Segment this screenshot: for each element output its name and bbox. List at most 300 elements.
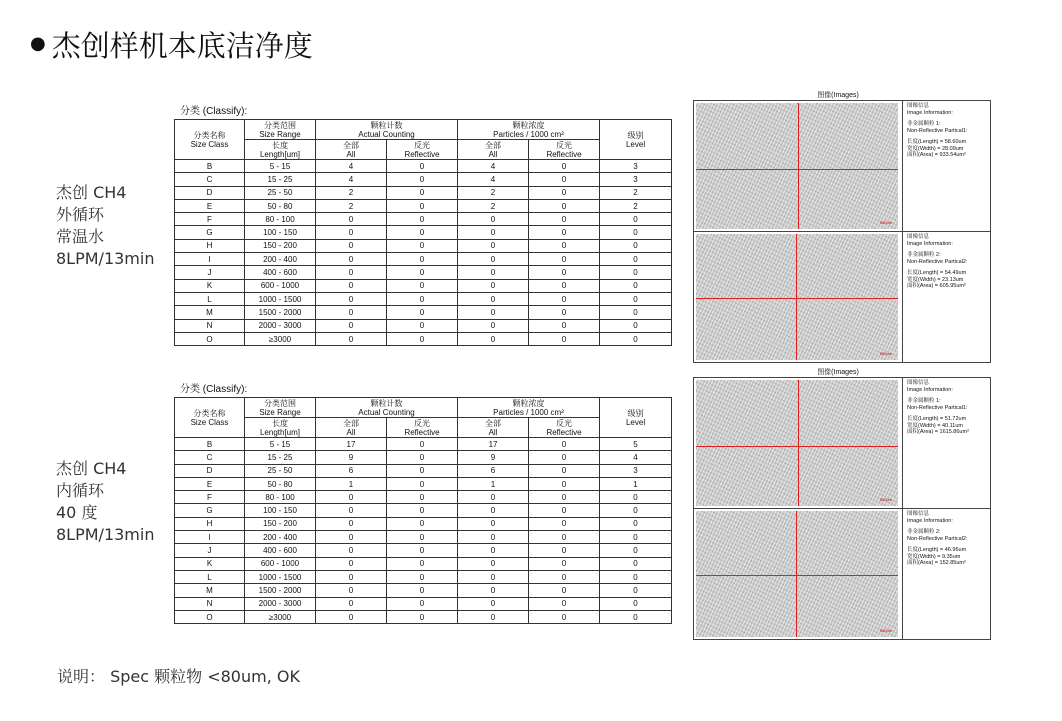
- table-cell: 0: [529, 504, 600, 517]
- table-cell: 0: [529, 213, 600, 226]
- table-cell: 0: [316, 226, 387, 239]
- table-row: [175, 226, 672, 239]
- info-line: 宽度(Width) = 9.35um: [907, 553, 961, 560]
- table-row: [175, 266, 672, 279]
- table-cell: 0: [316, 266, 387, 279]
- header-particles-all: 全部 All: [458, 418, 529, 438]
- table-cell: 0: [529, 226, 600, 239]
- table-row: [175, 160, 672, 173]
- table-cell: 150 - 200: [245, 517, 316, 530]
- info-line: 面积(Area) = 152.85um²: [907, 560, 966, 566]
- table-cell: N: [175, 597, 245, 610]
- table-cell: 0: [529, 570, 600, 583]
- scale-bar: 500um: [879, 628, 892, 633]
- table-cell: 0: [387, 584, 458, 597]
- info-line: 长度(Length) = 58.60um: [907, 139, 967, 145]
- scale-bar: 500um: [879, 351, 892, 356]
- table-cell: ≥3000: [245, 610, 316, 623]
- table-row: [175, 438, 672, 451]
- classify-label: 分类 (Classify):: [180, 106, 248, 117]
- table-row: [175, 213, 672, 226]
- header-level: 级别 Level: [600, 120, 672, 160]
- table-cell: 25 - 50: [245, 464, 316, 477]
- table-cell: 0: [529, 279, 600, 292]
- header-particles-reflective: 反光 Reflective: [529, 418, 600, 438]
- table-row: [175, 319, 672, 332]
- image-information: [902, 101, 990, 231]
- table-cell: 0: [387, 173, 458, 186]
- table-row: [175, 531, 672, 544]
- table-cell: 0: [316, 319, 387, 332]
- table-row: [175, 306, 672, 319]
- table-row: [175, 253, 672, 266]
- table-cell: 3: [600, 160, 672, 173]
- table-cell: 0: [529, 173, 600, 186]
- table-row: [175, 570, 672, 583]
- table-cell: 0: [316, 544, 387, 557]
- crosshair-horizontal: [696, 298, 898, 299]
- table-cell: K: [175, 279, 245, 292]
- table-cell: 5: [600, 438, 672, 451]
- sample-label-line: 内循环: [56, 481, 105, 500]
- table-cell: N: [175, 319, 245, 332]
- micrograph-image: [696, 234, 898, 360]
- sample-label-line: 外循环: [56, 205, 105, 224]
- table-cell: 0: [529, 266, 600, 279]
- images-title: 图像(Images): [817, 92, 859, 99]
- table-cell: 0: [529, 438, 600, 451]
- table-cell: G: [175, 504, 245, 517]
- table-cell: 9: [458, 451, 529, 464]
- table-cell: K: [175, 557, 245, 570]
- table-cell: 0: [529, 584, 600, 597]
- info-line: Non-Reflective Partical2:: [907, 258, 968, 265]
- table-cell: M: [175, 306, 245, 319]
- table-cell: 2000 - 3000: [245, 597, 316, 610]
- table-cell: J: [175, 266, 245, 279]
- images-title: 图像(Images): [817, 369, 859, 376]
- table-cell: L: [175, 570, 245, 583]
- table-cell: 4: [600, 451, 672, 464]
- table-row: [175, 186, 672, 199]
- table-cell: 0: [458, 319, 529, 332]
- table-cell: 150 - 200: [245, 239, 316, 252]
- info-line: Image Information:: [907, 109, 953, 116]
- micrograph-image: [696, 511, 898, 637]
- table-cell: L: [175, 292, 245, 305]
- table-cell: 1: [316, 477, 387, 490]
- table-cell: 0: [529, 332, 600, 345]
- table-cell: 0: [387, 504, 458, 517]
- header-size-range: 分类范围 Size Range: [245, 120, 316, 140]
- table-row: [175, 544, 672, 557]
- table-cell: 0: [600, 557, 672, 570]
- table-cell: 200 - 400: [245, 531, 316, 544]
- table-cell: I: [175, 253, 245, 266]
- table-cell: 0: [600, 517, 672, 530]
- table-cell: 100 - 150: [245, 226, 316, 239]
- table-cell: 3: [600, 464, 672, 477]
- crosshair-vertical: [798, 380, 799, 506]
- table-cell: 0: [600, 253, 672, 266]
- table-cell: G: [175, 226, 245, 239]
- table-cell: 1000 - 1500: [245, 292, 316, 305]
- table-cell: 0: [387, 292, 458, 305]
- table-cell: D: [175, 464, 245, 477]
- table-cell: 0: [529, 160, 600, 173]
- size-class-table: [174, 119, 672, 346]
- table-cell: 0: [458, 597, 529, 610]
- table-cell: 1000 - 1500: [245, 570, 316, 583]
- table-row: [175, 279, 672, 292]
- table-cell: 0: [458, 279, 529, 292]
- table-cell: 0: [387, 226, 458, 239]
- table-cell: C: [175, 173, 245, 186]
- table-cell: 0: [600, 306, 672, 319]
- info-line: 图像信息: [907, 103, 930, 109]
- header-particles-reflective: 反光 Reflective: [529, 140, 600, 160]
- table-cell: 0: [387, 160, 458, 173]
- crosshair-horizontal: [696, 446, 898, 447]
- table-cell: F: [175, 213, 245, 226]
- info-line: 宽度(Width) = 23.13um: [907, 276, 964, 283]
- table-cell: 0: [600, 610, 672, 623]
- image-information: [902, 232, 990, 362]
- table-cell: 0: [387, 451, 458, 464]
- scale-bar: 500um: [879, 497, 892, 502]
- info-line: 图像信息: [907, 511, 930, 517]
- info-line: Non-Reflective Partical1:: [907, 404, 968, 411]
- table-cell: I: [175, 531, 245, 544]
- table-cell: 0: [387, 610, 458, 623]
- table-cell: 0: [458, 531, 529, 544]
- table-cell: 0: [316, 306, 387, 319]
- table-cell: 0: [600, 266, 672, 279]
- table-row: [175, 597, 672, 610]
- table-row: [175, 292, 672, 305]
- table-cell: 0: [387, 464, 458, 477]
- info-line: Image Information:: [907, 386, 953, 393]
- info-line: 图像信息: [907, 380, 930, 386]
- spec-note: 说明： Spec 颗粒物 <80um, OK: [57, 667, 300, 686]
- header-size-range: 分类范围 Size Range: [245, 398, 316, 418]
- info-line: 非金属颗粒 1:: [907, 121, 941, 127]
- table-cell: 0: [316, 557, 387, 570]
- micrograph-image: [696, 103, 898, 229]
- particle-image-row: [694, 101, 990, 231]
- table-cell: 80 - 100: [245, 491, 316, 504]
- table-cell: E: [175, 199, 245, 212]
- info-line: 非金属颗粒 2:: [907, 529, 941, 535]
- table-cell: 6: [458, 464, 529, 477]
- classify-table-1: [174, 105, 671, 346]
- table-cell: 0: [387, 266, 458, 279]
- micrograph-image: [696, 380, 898, 506]
- table-cell: 0: [458, 213, 529, 226]
- table-cell: 0: [316, 504, 387, 517]
- table-cell: 2: [600, 186, 672, 199]
- table-cell: 0: [387, 239, 458, 252]
- table-cell: 0: [458, 239, 529, 252]
- table-row: [175, 332, 672, 345]
- images-box: [693, 100, 991, 363]
- table-cell: 0: [529, 319, 600, 332]
- table-cell: 0: [529, 451, 600, 464]
- table-cell: 0: [600, 531, 672, 544]
- table-cell: 0: [316, 253, 387, 266]
- table-cell: 5 - 15: [245, 438, 316, 451]
- table-cell: 0: [600, 213, 672, 226]
- table-cell: 0: [600, 584, 672, 597]
- info-line: 图像信息: [907, 234, 930, 240]
- table-cell: 0: [600, 239, 672, 252]
- header-length: 长度 Length[um]: [245, 140, 316, 160]
- info-line: 面积(Area) = 933.54um²: [907, 152, 966, 158]
- table-cell: 0: [387, 438, 458, 451]
- table-cell: 0: [387, 544, 458, 557]
- slide-title: [30, 24, 313, 66]
- table-cell: 0: [458, 584, 529, 597]
- table-cell: 0: [458, 517, 529, 530]
- table-cell: F: [175, 491, 245, 504]
- table-cell: 0: [316, 584, 387, 597]
- table-cell: 0: [600, 504, 672, 517]
- table-cell: O: [175, 610, 245, 623]
- header-count-all: 全部 All: [316, 418, 387, 438]
- header-particles: 颗粒浓度 Particles / 1000 cm²: [458, 120, 600, 140]
- image-panel-1: [693, 91, 991, 363]
- table-row: [175, 584, 672, 597]
- table-cell: 80 - 100: [245, 213, 316, 226]
- table-cell: 0: [600, 597, 672, 610]
- table-row: [175, 239, 672, 252]
- table-cell: B: [175, 160, 245, 173]
- table-cell: J: [175, 544, 245, 557]
- table-cell: 0: [529, 464, 600, 477]
- table-cell: 0: [458, 292, 529, 305]
- table-row: [175, 173, 672, 186]
- table-cell: 0: [600, 279, 672, 292]
- table-cell: 0: [387, 279, 458, 292]
- table-row: [175, 464, 672, 477]
- header-actual-counting: 颗粒计数 Actual Counting: [316, 398, 458, 418]
- table-cell: 0: [529, 557, 600, 570]
- table-cell: 0: [458, 610, 529, 623]
- table-cell: 0: [529, 199, 600, 212]
- table-cell: 0: [529, 186, 600, 199]
- info-line: Non-Reflective Partical2:: [907, 535, 968, 542]
- info-line: 非金属颗粒 2:: [907, 252, 941, 258]
- table-cell: 0: [387, 186, 458, 199]
- particle-image-row: [694, 232, 990, 362]
- table-row: [175, 477, 672, 490]
- info-line: 宽度(Width) = 40.11um: [907, 422, 963, 429]
- table-cell: 200 - 400: [245, 253, 316, 266]
- table-cell: 0: [458, 491, 529, 504]
- slide-title-text: 杰创样机本底洁净度: [51, 29, 313, 63]
- table-cell: 100 - 150: [245, 504, 316, 517]
- table-cell: 0: [387, 332, 458, 345]
- image-information: [902, 509, 990, 639]
- table-cell: 0: [529, 610, 600, 623]
- table-cell: 4: [316, 173, 387, 186]
- table-cell: 0: [316, 292, 387, 305]
- info-line: 长度(Length) = 54.49um: [907, 270, 967, 276]
- table-cell: 0: [529, 517, 600, 530]
- table-cell: 0: [316, 491, 387, 504]
- header-particles: 颗粒浓度 Particles / 1000 cm²: [458, 398, 600, 418]
- table-row: [175, 504, 672, 517]
- crosshair-vertical: [796, 511, 797, 637]
- info-line: Image Information:: [907, 240, 953, 247]
- table-cell: 2: [458, 186, 529, 199]
- table-row: [175, 517, 672, 530]
- table-cell: 0: [387, 477, 458, 490]
- table-row: [175, 557, 672, 570]
- table-cell: 0: [458, 226, 529, 239]
- table-cell: 0: [387, 199, 458, 212]
- table-cell: 0: [529, 292, 600, 305]
- table-cell: 400 - 600: [245, 266, 316, 279]
- table-row: [175, 199, 672, 212]
- table-cell: 0: [529, 306, 600, 319]
- particle-image-row: [694, 509, 990, 639]
- header-length: 长度 Length[um]: [245, 418, 316, 438]
- table-cell: 0: [529, 544, 600, 557]
- table-row: [175, 451, 672, 464]
- table-cell: 2000 - 3000: [245, 319, 316, 332]
- table-cell: 600 - 1000: [245, 557, 316, 570]
- table-cell: 0: [316, 597, 387, 610]
- info-line: 宽度(Width) = 28.09um: [907, 145, 964, 152]
- table-cell: 0: [387, 531, 458, 544]
- table-row: [175, 491, 672, 504]
- sample-label-line: 8LPM/13min: [56, 249, 155, 268]
- table-cell: 0: [387, 557, 458, 570]
- table-cell: 15 - 25: [245, 173, 316, 186]
- table-cell: 0: [458, 266, 529, 279]
- table-row: [175, 610, 672, 623]
- table-cell: 50 - 80: [245, 199, 316, 212]
- table-cell: 0: [316, 531, 387, 544]
- table-cell: 0: [600, 544, 672, 557]
- crosshair-vertical: [798, 103, 799, 229]
- table-cell: 0: [387, 517, 458, 530]
- table-cell: 0: [387, 253, 458, 266]
- header-size-class: 分类名称 Size Class: [175, 120, 245, 160]
- classify-label: 分类 (Classify):: [180, 384, 248, 395]
- table-cell: 0: [316, 279, 387, 292]
- header-count-all: 全部 All: [316, 140, 387, 160]
- table-cell: 0: [458, 570, 529, 583]
- table-cell: 0: [387, 597, 458, 610]
- particle-image-row: [694, 378, 990, 508]
- info-line: 长度(Length) = 51.72um: [907, 416, 967, 422]
- images-box: [693, 377, 991, 640]
- table-cell: 0: [529, 239, 600, 252]
- sample-label-line: 杰创 CH4: [56, 183, 127, 202]
- table-cell: 400 - 600: [245, 544, 316, 557]
- table-cell: 0: [529, 531, 600, 544]
- table-cell: 2: [316, 199, 387, 212]
- info-line: 长度(Length) = 46.96um: [907, 547, 967, 553]
- table-cell: 0: [316, 332, 387, 345]
- table-cell: 0: [387, 491, 458, 504]
- image-panel-2: [693, 368, 991, 640]
- table-cell: 0: [387, 570, 458, 583]
- table-cell: 0: [387, 319, 458, 332]
- table-cell: B: [175, 438, 245, 451]
- header-particles-all: 全部 All: [458, 140, 529, 160]
- crosshair-vertical: [796, 234, 797, 360]
- table-cell: 0: [458, 306, 529, 319]
- table-cell: 1500 - 2000: [245, 584, 316, 597]
- crosshair-horizontal: [696, 169, 898, 170]
- table-cell: 0: [600, 491, 672, 504]
- table-cell: 4: [458, 160, 529, 173]
- table-cell: 0: [458, 504, 529, 517]
- table-cell: 1: [458, 477, 529, 490]
- table-cell: 0: [529, 597, 600, 610]
- table-cell: H: [175, 517, 245, 530]
- table-cell: 0: [600, 332, 672, 345]
- table-cell: 0: [387, 213, 458, 226]
- table-cell: 0: [458, 557, 529, 570]
- table-cell: 2: [458, 199, 529, 212]
- header-level: 级别 Level: [600, 398, 672, 438]
- table-cell: 1500 - 2000: [245, 306, 316, 319]
- table-cell: 4: [316, 160, 387, 173]
- table-cell: 4: [458, 173, 529, 186]
- classify-table-2: [174, 383, 671, 624]
- table-cell: 0: [529, 477, 600, 490]
- info-line: Image Information:: [907, 517, 953, 524]
- table-cell: 0: [600, 226, 672, 239]
- table-cell: ≥3000: [245, 332, 316, 345]
- info-line: Non-Reflective Partical1:: [907, 127, 968, 134]
- table-cell: 1: [600, 477, 672, 490]
- header-actual-counting: 颗粒计数 Actual Counting: [316, 120, 458, 140]
- table-cell: 0: [316, 213, 387, 226]
- table-cell: M: [175, 584, 245, 597]
- table-cell: 0: [316, 239, 387, 252]
- table-cell: 3: [600, 173, 672, 186]
- table-cell: 0: [458, 332, 529, 345]
- table-cell: O: [175, 332, 245, 345]
- table-cell: 0: [316, 570, 387, 583]
- table-cell: C: [175, 451, 245, 464]
- table-cell: 0: [600, 319, 672, 332]
- sample-label-2: [56, 458, 154, 546]
- bullet-icon: ●: [30, 33, 46, 54]
- info-line: 面积(Area) = 605.95um²: [907, 283, 966, 289]
- table-cell: 0: [529, 253, 600, 266]
- table-cell: 600 - 1000: [245, 279, 316, 292]
- header-size-class: 分类名称 Size Class: [175, 398, 245, 438]
- scale-bar: 500um: [879, 220, 892, 225]
- table-cell: 0: [600, 570, 672, 583]
- crosshair-horizontal: [696, 575, 898, 576]
- table-cell: 0: [529, 491, 600, 504]
- table-cell: 15 - 25: [245, 451, 316, 464]
- table-cell: 9: [316, 451, 387, 464]
- sample-label-line: 8LPM/13min: [56, 525, 155, 544]
- table-cell: 0: [600, 292, 672, 305]
- sample-label-line: 40 度: [56, 503, 98, 522]
- table-cell: E: [175, 477, 245, 490]
- image-information: [902, 378, 990, 508]
- table-cell: 0: [458, 253, 529, 266]
